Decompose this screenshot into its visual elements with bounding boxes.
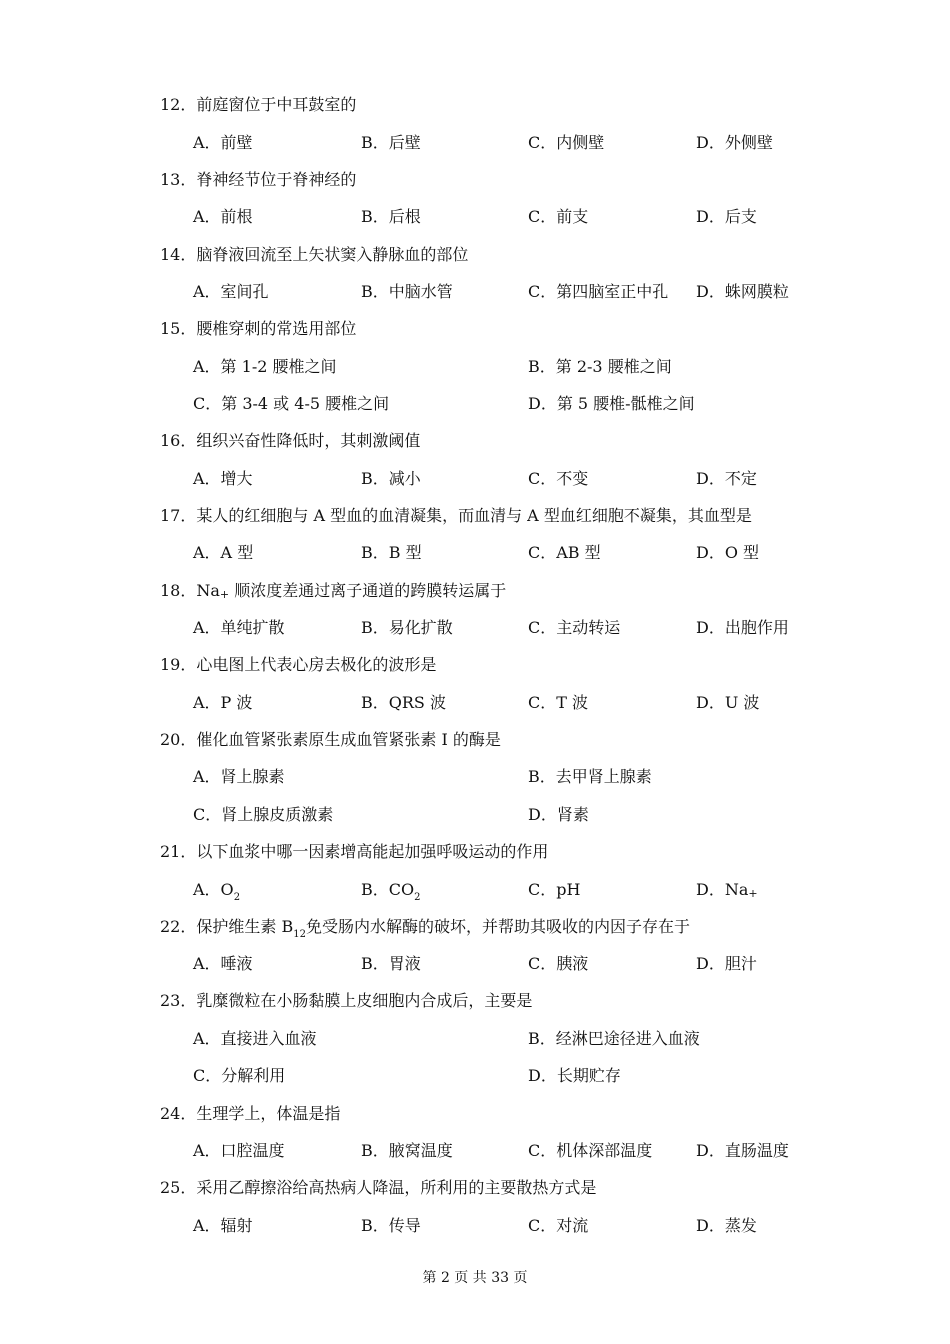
option-a: A．单纯扩散 [193,618,285,637]
question-15-stem: 15．腰椎穿刺的常选用部位 [160,319,357,338]
option-a: A．口腔温度 [193,1141,285,1160]
question-22-stem [160,917,690,940]
option-c: C．内侧壁 [528,133,605,152]
option-d: D．第 5 腰椎-骶椎之间 [528,394,695,413]
option-a: A．A 型 [193,543,254,562]
option-a: A．P 波 [193,693,253,712]
option-d: D．蒸发 [696,1216,757,1235]
option-b: B．B 型 [361,543,422,562]
option-b: B．后根 [361,207,421,226]
question-15-options-row2 [0,394,950,414]
question-20-options-row2 [0,805,950,825]
option-c: C．第四脑室正中孔 [528,282,669,301]
question-19-options [0,693,950,713]
question-12-options [0,133,950,153]
option-d: D．后支 [696,207,757,226]
option-a-text: A．O [193,880,234,899]
stem-text: 顺浓度差通过离子通道的跨膜转运属于 [229,581,507,600]
option-b: B．第 2-3 腰椎之间 [528,357,672,376]
option-b: B．QRS 波 [361,693,446,712]
option-a [193,880,241,903]
question-23-options-row1 [0,1029,950,1049]
option-a: A．前根 [193,207,253,226]
option-d: D．长期贮存 [528,1066,621,1085]
option-c: C．胰液 [528,954,589,973]
option-b [361,880,421,903]
stem-text: 18．Na [160,581,220,600]
option-b: B．胃液 [361,954,421,973]
option-a: A．辐射 [193,1216,253,1235]
question-14-stem: 14．脑脊液回流至上矢状窦入静脉血的部位 [160,245,469,264]
option-c: C．不变 [528,469,589,488]
option-d: D．U 波 [696,693,760,712]
option-b: B．易化扩散 [361,618,453,637]
option-c: C．分解利用 [193,1066,286,1085]
option-d [696,880,758,900]
option-a: A．唾液 [193,954,253,973]
question-21-options [0,880,950,903]
question-14-options [0,282,950,302]
option-a: A．肾上腺素 [193,767,285,786]
option-b: B．经淋巴途径进入血液 [528,1029,700,1048]
option-c: C．第 3-4 或 4-5 腰椎之间 [193,394,390,413]
option-a: A．室间孔 [193,282,269,301]
option-d: D．肾素 [528,805,589,824]
question-15-options-row1 [0,357,950,377]
question-23-stem: 23．乳糜微粒在小肠黏膜上皮细胞内合成后，主要是 [160,991,533,1010]
option-b: B．中脑水管 [361,282,453,301]
option-d: D．外侧壁 [696,133,773,152]
question-16-options [0,469,950,489]
ion-charge: + [748,887,758,900]
question-19-stem: 19．心电图上代表心房去极化的波形是 [160,655,437,674]
question-13-stem: 13．脊神经节位于脊神经的 [160,170,357,189]
question-25-stem: 25．采用乙醇擦浴给高热病人降温，所利用的主要散热方式是 [160,1178,597,1197]
option-b: B．后壁 [361,133,421,152]
option-b: B．去甲肾上腺素 [528,767,652,786]
subscript: 2 [414,892,421,903]
question-12-stem: 12．前庭窗位于中耳鼓室的 [160,95,357,114]
option-a: A．增大 [193,469,253,488]
stem-text: 免受肠内水解酶的破坏，并帮助其吸收的内因子存在于 [305,917,690,936]
subscript: 2 [233,892,241,903]
question-20-options-row1 [0,767,950,787]
option-a: A．前壁 [193,133,253,152]
question-18-stem [160,581,506,601]
option-c: C．主动转运 [528,618,621,637]
option-d: D．胆汁 [696,954,757,973]
option-d: D．O 型 [696,543,760,562]
question-17-stem: 17．某人的红细胞与 A 型血的血清凝集，而血清与 A 型血红细胞不凝集，其血型是 [160,506,752,525]
question-18-options [0,618,950,638]
option-b: B．传导 [361,1216,421,1235]
ion-charge: + [219,588,230,601]
option-c: C．对流 [528,1216,589,1235]
option-d: D．出胞作用 [696,618,789,637]
option-a: A．第 1-2 腰椎之间 [193,357,337,376]
question-24-options [0,1141,950,1161]
subscript: 12 [293,929,306,940]
page-number-footer: 第 2 页 共 33 页 [422,1270,528,1286]
option-d: D．蛛网膜粒 [696,282,789,301]
stem-text: 22．保护维生素 B [160,917,294,936]
option-c: C．机体深部温度 [528,1141,653,1160]
option-c: C．前支 [528,207,589,226]
question-16-stem: 16．组织兴奋性降低时，其刺激阈值 [160,431,421,450]
option-b-text: B．CO [361,880,415,899]
question-23-options-row2 [0,1066,950,1086]
question-17-options [0,543,950,563]
question-20-stem: 20．催化血管紧张素原生成血管紧张素 I 的酶是 [160,730,501,749]
option-a: A．直接进入血液 [193,1029,317,1048]
question-22-options [0,954,950,974]
option-c: C．肾上腺皮质激素 [193,805,334,824]
question-24-stem: 24．生理学上，体温是指 [160,1104,341,1123]
option-d: D．直肠温度 [696,1141,789,1160]
option-c: C．AB 型 [528,543,601,562]
question-13-options [0,207,950,227]
option-d-text: D．Na [696,880,749,899]
question-25-options [0,1216,950,1236]
option-c: C．pH [528,880,581,899]
option-b: B．减小 [361,469,421,488]
option-b: B．腋窝温度 [361,1141,453,1160]
option-c: C．T 波 [528,693,589,712]
question-21-stem: 21．以下血浆中哪一因素增高能起加强呼吸运动的作用 [160,842,549,861]
option-d: D．不定 [696,469,757,488]
